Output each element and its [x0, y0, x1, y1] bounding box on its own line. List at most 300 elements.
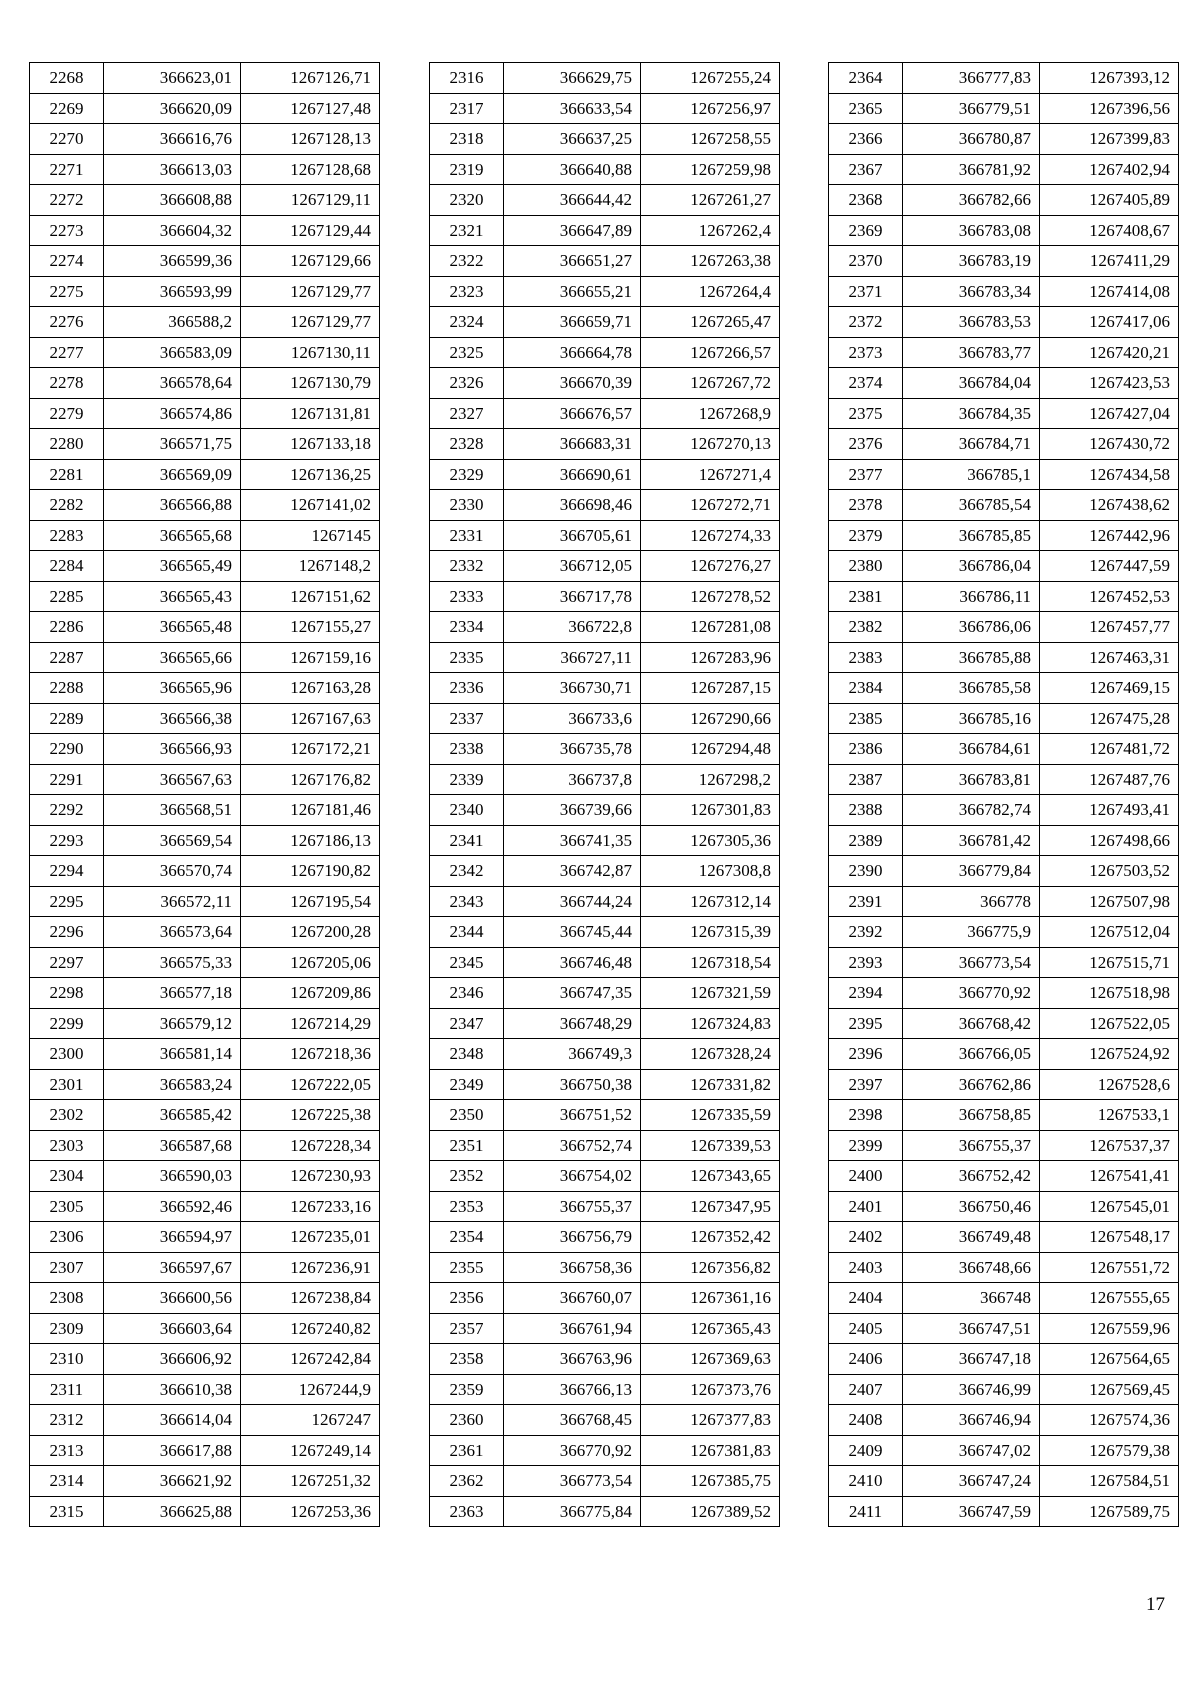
y-coordinate: 1267272,71: [641, 490, 780, 521]
x-coordinate: 366785,54: [903, 490, 1040, 521]
point-number: 2282: [30, 490, 104, 521]
x-coordinate: 366782,66: [903, 185, 1040, 216]
y-coordinate: 1267537,37: [1040, 1130, 1179, 1161]
y-coordinate: 1267321,59: [641, 978, 780, 1009]
x-coordinate: 366786,06: [903, 612, 1040, 643]
table-row: [430, 307, 780, 338]
x-coordinate: 366585,42: [104, 1100, 241, 1131]
x-coordinate: 366783,77: [903, 337, 1040, 368]
y-coordinate: 1267308,8: [641, 856, 780, 887]
table-row: [30, 978, 380, 1009]
y-coordinate: 1267130,79: [241, 368, 380, 399]
point-number: 2293: [30, 825, 104, 856]
point-number: 2348: [430, 1039, 504, 1070]
y-coordinate: 1267584,51: [1040, 1466, 1179, 1497]
table-row: [829, 398, 1179, 429]
coordinate-table-3: [828, 62, 1179, 1527]
x-coordinate: 366752,42: [903, 1161, 1040, 1192]
x-coordinate: 366779,84: [903, 856, 1040, 887]
point-number: 2366: [829, 124, 903, 155]
table-row: [430, 1435, 780, 1466]
point-number: 2332: [430, 551, 504, 582]
point-number: 2409: [829, 1435, 903, 1466]
x-coordinate: 366756,79: [504, 1222, 641, 1253]
y-coordinate: 1267493,41: [1040, 795, 1179, 826]
y-coordinate: 1267126,71: [241, 63, 380, 94]
point-number: 2386: [829, 734, 903, 765]
point-number: 2399: [829, 1130, 903, 1161]
y-coordinate: 1267541,41: [1040, 1161, 1179, 1192]
point-number: 2313: [30, 1435, 104, 1466]
point-number: 2337: [430, 703, 504, 734]
point-number: 2397: [829, 1069, 903, 1100]
table-row: [829, 1466, 1179, 1497]
x-coordinate: 366737,8: [504, 764, 641, 795]
y-coordinate: 1267129,77: [241, 276, 380, 307]
x-coordinate: 366785,1: [903, 459, 1040, 490]
point-number: 2294: [30, 856, 104, 887]
table-row: [430, 703, 780, 734]
table-row: [30, 154, 380, 185]
x-coordinate: 366690,61: [504, 459, 641, 490]
table-row: [30, 703, 380, 734]
y-coordinate: 1267129,11: [241, 185, 380, 216]
table-row: [829, 642, 1179, 673]
y-coordinate: 1267507,98: [1040, 886, 1179, 917]
table-row: [430, 886, 780, 917]
table-row: [30, 1069, 380, 1100]
y-coordinate: 1267233,16: [241, 1191, 380, 1222]
y-coordinate: 1267262,4: [641, 215, 780, 246]
x-coordinate: 366746,99: [903, 1374, 1040, 1405]
x-coordinate: 366748: [903, 1283, 1040, 1314]
table-row: [30, 124, 380, 155]
x-coordinate: 366651,27: [504, 246, 641, 277]
table-row: [829, 185, 1179, 216]
table-row: [430, 1374, 780, 1405]
y-coordinate: 1267131,81: [241, 398, 380, 429]
y-coordinate: 1267423,53: [1040, 368, 1179, 399]
x-coordinate: 366744,24: [504, 886, 641, 917]
y-coordinate: 1267274,33: [641, 520, 780, 551]
y-coordinate: 1267268,9: [641, 398, 780, 429]
table-row: [30, 825, 380, 856]
table-row: [829, 1374, 1179, 1405]
table-row: [829, 307, 1179, 338]
x-coordinate: 366579,12: [104, 1008, 241, 1039]
table-row: [430, 337, 780, 368]
y-coordinate: 1267411,29: [1040, 246, 1179, 277]
point-number: 2364: [829, 63, 903, 94]
y-coordinate: 1267209,86: [241, 978, 380, 1009]
y-coordinate: 1267298,2: [641, 764, 780, 795]
x-coordinate: 366587,68: [104, 1130, 241, 1161]
point-number: 2307: [30, 1252, 104, 1283]
y-coordinate: 1267172,21: [241, 734, 380, 765]
table-row: [30, 490, 380, 521]
point-number: 2335: [430, 642, 504, 673]
table-row: [829, 1161, 1179, 1192]
y-coordinate: 1267524,92: [1040, 1039, 1179, 1070]
y-coordinate: 1267267,72: [641, 368, 780, 399]
table-row: [829, 520, 1179, 551]
point-number: 2284: [30, 551, 104, 582]
y-coordinate: 1267377,83: [641, 1405, 780, 1436]
table-row: [30, 93, 380, 124]
table-row: [430, 93, 780, 124]
y-coordinate: 1267249,14: [241, 1435, 380, 1466]
point-number: 2299: [30, 1008, 104, 1039]
table-row: [430, 673, 780, 704]
y-coordinate: 1267290,66: [641, 703, 780, 734]
point-number: 2320: [430, 185, 504, 216]
table-row: [30, 1405, 380, 1436]
point-number: 2404: [829, 1283, 903, 1314]
table-row: [829, 795, 1179, 826]
point-number: 2321: [430, 215, 504, 246]
table-row: [829, 612, 1179, 643]
y-coordinate: 1267396,56: [1040, 93, 1179, 124]
point-number: 2344: [430, 917, 504, 948]
point-number: 2326: [430, 368, 504, 399]
point-number: 2395: [829, 1008, 903, 1039]
y-coordinate: 1267205,06: [241, 947, 380, 978]
y-coordinate: 1267365,43: [641, 1313, 780, 1344]
x-coordinate: 366783,19: [903, 246, 1040, 277]
x-coordinate: 366567,63: [104, 764, 241, 795]
x-coordinate: 366610,38: [104, 1374, 241, 1405]
table-row: [30, 185, 380, 216]
table-row: [829, 1405, 1179, 1436]
table-row: [430, 63, 780, 94]
point-number: 2374: [829, 368, 903, 399]
table-row: [30, 886, 380, 917]
table-row: [430, 124, 780, 155]
y-coordinate: 1267312,14: [641, 886, 780, 917]
table-row: [30, 856, 380, 887]
x-coordinate: 366569,54: [104, 825, 241, 856]
y-coordinate: 1267331,82: [641, 1069, 780, 1100]
y-coordinate: 1267438,62: [1040, 490, 1179, 521]
point-number: 2319: [430, 154, 504, 185]
point-number: 2288: [30, 673, 104, 704]
table-row: [829, 1252, 1179, 1283]
x-coordinate: 366783,34: [903, 276, 1040, 307]
table-row: [430, 1039, 780, 1070]
table-row: [829, 825, 1179, 856]
point-number: 2405: [829, 1313, 903, 1344]
point-number: 2398: [829, 1100, 903, 1131]
x-coordinate: 366770,92: [903, 978, 1040, 1009]
y-coordinate: 1267136,25: [241, 459, 380, 490]
point-number: 2271: [30, 154, 104, 185]
x-coordinate: 366698,46: [504, 490, 641, 521]
y-coordinate: 1267251,32: [241, 1466, 380, 1497]
table-row: [30, 337, 380, 368]
point-number: 2314: [30, 1466, 104, 1497]
x-coordinate: 366785,58: [903, 673, 1040, 704]
x-coordinate: 366590,03: [104, 1161, 241, 1192]
point-number: 2289: [30, 703, 104, 734]
point-number: 2400: [829, 1161, 903, 1192]
y-coordinate: 1267186,13: [241, 825, 380, 856]
x-coordinate: 366629,75: [504, 63, 641, 94]
table-row: [829, 703, 1179, 734]
y-coordinate: 1267574,36: [1040, 1405, 1179, 1436]
point-number: 2297: [30, 947, 104, 978]
x-coordinate: 366747,18: [903, 1344, 1040, 1375]
table-row: [829, 215, 1179, 246]
point-number: 2411: [829, 1496, 903, 1527]
x-coordinate: 366746,48: [504, 947, 641, 978]
point-number: 2356: [430, 1283, 504, 1314]
table-row: [430, 185, 780, 216]
point-number: 2388: [829, 795, 903, 826]
y-coordinate: 1267266,57: [641, 337, 780, 368]
y-coordinate: 1267518,98: [1040, 978, 1179, 1009]
table-row: [30, 1191, 380, 1222]
x-coordinate: 366621,92: [104, 1466, 241, 1497]
point-number: 2274: [30, 246, 104, 277]
y-coordinate: 1267256,97: [641, 93, 780, 124]
y-coordinate: 1267528,6: [1040, 1069, 1179, 1100]
y-coordinate: 1267469,15: [1040, 673, 1179, 704]
y-coordinate: 1267128,13: [241, 124, 380, 155]
table-row: [430, 978, 780, 1009]
y-coordinate: 1267287,15: [641, 673, 780, 704]
table-row: [30, 673, 380, 704]
table-row: [829, 1283, 1179, 1314]
point-number: 2286: [30, 612, 104, 643]
table-row: [430, 398, 780, 429]
table-row: [829, 917, 1179, 948]
table-row: [430, 1252, 780, 1283]
x-coordinate: 366742,87: [504, 856, 641, 887]
x-coordinate: 366583,09: [104, 337, 241, 368]
point-number: 2300: [30, 1039, 104, 1070]
point-number: 2304: [30, 1161, 104, 1192]
x-coordinate: 366620,09: [104, 93, 241, 124]
y-coordinate: 1267328,24: [641, 1039, 780, 1070]
table-row: [829, 734, 1179, 765]
table-row: [30, 947, 380, 978]
x-coordinate: 366745,44: [504, 917, 641, 948]
x-coordinate: 366712,05: [504, 551, 641, 582]
table-row: [430, 1100, 780, 1131]
table-row: [430, 490, 780, 521]
y-coordinate: 1267339,53: [641, 1130, 780, 1161]
table-row: [829, 459, 1179, 490]
table-row: [829, 1039, 1179, 1070]
x-coordinate: 366581,14: [104, 1039, 241, 1070]
x-coordinate: 366599,36: [104, 246, 241, 277]
x-coordinate: 366722,8: [504, 612, 641, 643]
y-coordinate: 1267347,95: [641, 1191, 780, 1222]
x-coordinate: 366773,54: [504, 1466, 641, 1497]
y-coordinate: 1267457,77: [1040, 612, 1179, 643]
x-coordinate: 366747,02: [903, 1435, 1040, 1466]
x-coordinate: 366572,11: [104, 886, 241, 917]
y-coordinate: 1267318,54: [641, 947, 780, 978]
table-row: [30, 459, 380, 490]
table-row: [829, 1435, 1179, 1466]
y-coordinate: 1267130,11: [241, 337, 380, 368]
point-number: 2338: [430, 734, 504, 765]
y-coordinate: 1267181,46: [241, 795, 380, 826]
y-coordinate: 1267405,89: [1040, 185, 1179, 216]
point-number: 2396: [829, 1039, 903, 1070]
x-coordinate: 366571,75: [104, 429, 241, 460]
y-coordinate: 1267218,36: [241, 1039, 380, 1070]
x-coordinate: 366575,33: [104, 947, 241, 978]
point-number: 2373: [829, 337, 903, 368]
point-number: 2370: [829, 246, 903, 277]
table-row: [30, 917, 380, 948]
y-coordinate: 1267452,53: [1040, 581, 1179, 612]
point-number: 2306: [30, 1222, 104, 1253]
table-row: [829, 581, 1179, 612]
table-row: [30, 551, 380, 582]
x-coordinate: 366762,86: [903, 1069, 1040, 1100]
y-coordinate: 1267352,42: [641, 1222, 780, 1253]
y-coordinate: 1267265,47: [641, 307, 780, 338]
x-coordinate: 366781,42: [903, 825, 1040, 856]
coordinate-table-1: [29, 62, 380, 1527]
y-coordinate: 1267253,36: [241, 1496, 380, 1527]
table-row: [30, 581, 380, 612]
point-number: 2341: [430, 825, 504, 856]
table-row: [829, 154, 1179, 185]
table-row: [30, 1161, 380, 1192]
y-coordinate: 1267148,2: [241, 551, 380, 582]
point-number: 2298: [30, 978, 104, 1009]
point-number: 2308: [30, 1283, 104, 1314]
point-number: 2354: [430, 1222, 504, 1253]
y-coordinate: 1267214,29: [241, 1008, 380, 1039]
point-number: 2403: [829, 1252, 903, 1283]
table-row: [430, 1466, 780, 1497]
y-coordinate: 1267442,96: [1040, 520, 1179, 551]
y-coordinate: 1267417,06: [1040, 307, 1179, 338]
y-coordinate: 1267408,67: [1040, 215, 1179, 246]
point-number: 2345: [430, 947, 504, 978]
point-number: 2316: [430, 63, 504, 94]
y-coordinate: 1267381,83: [641, 1435, 780, 1466]
y-coordinate: 1267315,39: [641, 917, 780, 948]
y-coordinate: 1267420,21: [1040, 337, 1179, 368]
y-coordinate: 1267278,52: [641, 581, 780, 612]
point-number: 2329: [430, 459, 504, 490]
table-row: [430, 764, 780, 795]
x-coordinate: 366640,88: [504, 154, 641, 185]
point-number: 2280: [30, 429, 104, 460]
y-coordinate: 1267129,77: [241, 307, 380, 338]
point-number: 2303: [30, 1130, 104, 1161]
table-row: [430, 1405, 780, 1436]
x-coordinate: 366746,94: [903, 1405, 1040, 1436]
x-coordinate: 366566,88: [104, 490, 241, 521]
table-row: [30, 1100, 380, 1131]
y-coordinate: 1267167,63: [241, 703, 380, 734]
point-number: 2369: [829, 215, 903, 246]
y-coordinate: 1267430,72: [1040, 429, 1179, 460]
point-number: 2384: [829, 673, 903, 704]
y-coordinate: 1267559,96: [1040, 1313, 1179, 1344]
y-coordinate: 1267551,72: [1040, 1252, 1179, 1283]
y-coordinate: 1267127,48: [241, 93, 380, 124]
table-row: [430, 581, 780, 612]
point-number: 2372: [829, 307, 903, 338]
x-coordinate: 366754,02: [504, 1161, 641, 1192]
y-coordinate: 1267176,82: [241, 764, 380, 795]
x-coordinate: 366747,59: [903, 1496, 1040, 1527]
table-row: [30, 1252, 380, 1283]
point-number: 2281: [30, 459, 104, 490]
table-row: [829, 1130, 1179, 1161]
point-number: 2387: [829, 764, 903, 795]
point-number: 2287: [30, 642, 104, 673]
point-number: 2268: [30, 63, 104, 94]
table-row: [829, 1496, 1179, 1527]
x-coordinate: 366749,3: [504, 1039, 641, 1070]
x-coordinate: 366755,37: [504, 1191, 641, 1222]
table-row: [829, 429, 1179, 460]
y-coordinate: 1267270,13: [641, 429, 780, 460]
table-row: [30, 429, 380, 460]
x-coordinate: 366747,51: [903, 1313, 1040, 1344]
x-coordinate: 366625,88: [104, 1496, 241, 1527]
point-number: 2277: [30, 337, 104, 368]
table-row: [829, 1069, 1179, 1100]
y-coordinate: 1267589,75: [1040, 1496, 1179, 1527]
point-number: 2323: [430, 276, 504, 307]
point-number: 2378: [829, 490, 903, 521]
point-number: 2383: [829, 642, 903, 673]
point-number: 2406: [829, 1344, 903, 1375]
y-coordinate: 1267545,01: [1040, 1191, 1179, 1222]
y-coordinate: 1267145: [241, 520, 380, 551]
point-number: 2290: [30, 734, 104, 765]
point-number: 2325: [430, 337, 504, 368]
point-number: 2351: [430, 1130, 504, 1161]
table-row: [30, 642, 380, 673]
x-coordinate: 366574,86: [104, 398, 241, 429]
x-coordinate: 366768,45: [504, 1405, 641, 1436]
table-row: [30, 398, 380, 429]
y-coordinate: 1267128,68: [241, 154, 380, 185]
x-coordinate: 366783,08: [903, 215, 1040, 246]
point-number: 2360: [430, 1405, 504, 1436]
table-row: [430, 1069, 780, 1100]
table-row: [430, 429, 780, 460]
table-row: [30, 1313, 380, 1344]
y-coordinate: 1267247: [241, 1405, 380, 1436]
y-coordinate: 1267305,36: [641, 825, 780, 856]
x-coordinate: 366777,83: [903, 63, 1040, 94]
point-number: 2291: [30, 764, 104, 795]
y-coordinate: 1267475,28: [1040, 703, 1179, 734]
point-number: 2339: [430, 764, 504, 795]
y-coordinate: 1267222,05: [241, 1069, 380, 1100]
table-row: [430, 1130, 780, 1161]
y-coordinate: 1267548,17: [1040, 1222, 1179, 1253]
y-coordinate: 1267564,65: [1040, 1344, 1179, 1375]
x-coordinate: 366659,71: [504, 307, 641, 338]
point-number: 2340: [430, 795, 504, 826]
x-coordinate: 366747,24: [903, 1466, 1040, 1497]
y-coordinate: 1267230,93: [241, 1161, 380, 1192]
table-row: [430, 1496, 780, 1527]
